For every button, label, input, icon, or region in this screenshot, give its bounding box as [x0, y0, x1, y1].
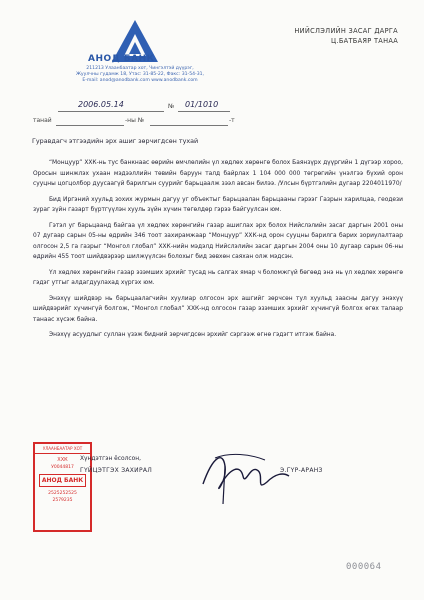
paragraph: “Монцуур” ХХК-нь тус банкнаас өөрийн өмчлөлийн үл хөдлөх хөрөнгө болох Баянзүрх дүүргийн 1 дүгээр хороо, Оросын шинжлэх ухаан мэдээллийн төвийн баруун талд байрлах 1 104 000 000 төгрөгийн үнэлгээ бүхий орон сууцны цогцолбор дуусаагүй барилгын суурийг барьцаалж зээл авсан билээ. /Улсын бүртгэлийн дугаар 2204011970/: [33, 160, 403, 187]
stamp-top: УЛААНБААТАР ХОТ: [35, 446, 90, 454]
paragraph: Бид Иргэний хуульд зохих журмын дагуу уг объектыг барьцаалан барьцааны гэрээг Газрын харилцаа, геодези зураг зүйн газарт бүртгүүлэн хууль зүйн хүчин төгөлдөр гэрээ байгуулсан юм.: [33, 196, 403, 213]
stamp-middle2: У0044817: [51, 465, 74, 470]
stamp-bottom2: 2579235: [52, 498, 73, 503]
paragraph: Үл хөдлөх хөрөнгийн газар эзэмших эрхийг тусад нь салгах ямар ч боломжгүй бөгөөд энэ нь үл хөдлөх хөрөнгө гэдэг утгыг алдагдуулахад хүргэх юм.: [33, 269, 403, 286]
bank-name: АНОД БАНК: [88, 54, 155, 64]
signatory-name: Э.ГҮР-АРАНЗ: [280, 467, 323, 474]
signatory-title: ГҮЙЦЭТГЭХ ЗАХИРАЛ: [80, 467, 153, 474]
your-ref-prefix: танай: [33, 117, 52, 124]
document-serial-number: 000064: [346, 562, 382, 572]
number-label: №: [168, 103, 175, 110]
paragraph: Гэтэл уг барьцаанд байгаа үл хөдлөх хөрөнгийн газар ашиглах эрх болох Нийслэлийн засаг даргын 2001 оны 07 дугаар сарын 05-ны өдрийн 346 тоот захирамжаар “Монцуур” ХХК-нд орон сууцны барилга барих зориулалтаар олгосон 2,5 га газрыг “Монгол глобал” ХХК-нийн мэдэлд Нийслэлийн засаг даргын 2004 оны 10 дугаар сарын 06-ны өдрийн 455 тоот шийдвэрээр шилжүүлсэн болохыг бид зөвхөн саяхан олж мэдсэн.: [33, 222, 403, 260]
your-ref-suffix: -т: [229, 117, 235, 124]
paragraph: Энэхүү асуудлыг суллан үзэж бидний зөрчигдсөн эрхийг сэргээж өгнө гэдэгт итгэж байна.: [49, 332, 337, 338]
handwritten-date: 2006.05.14: [78, 100, 124, 109]
stamp-bottom1: 2525252525: [48, 491, 77, 496]
paragraph: Энэхүү шийдвэр нь барьцаалагчийн хуулиар олгосон эрх ашгийг зөрчсөн тул хуульд заасны дагуу энэхүү шийдвэрийг хүчингүй болгож, “Монгол глобал” ХХК-нд олгосон газар эзэмших эрхийг хүчингүй болгох өгөх талаар танаас хүсэж байна.: [33, 295, 403, 323]
closing-salutation: Хүндэтгэн ёсолсон,: [80, 456, 141, 462]
your-ref-mid: -ны №: [125, 117, 144, 124]
number-line: [178, 111, 230, 112]
address-line: 211213 Улаанбаатар хот, Чингэлтэй дүүрэг,: [86, 66, 194, 71]
handwritten-signature-icon: [195, 446, 295, 506]
recipient-title: НИЙСЛЭЛИЙН ЗАСАГ ДАРГА: [294, 27, 398, 35]
date-line: [58, 111, 164, 112]
bank-address: [70, 66, 210, 85]
stamp-center: АНОД БАНК: [39, 474, 86, 487]
letter-subject: Гуравдагч этгээдийн эрх ашиг зөрчигдсөн тухай: [32, 137, 199, 145]
handwritten-number: 01/1010: [185, 100, 219, 109]
letter-body: [33, 158, 403, 346]
your-ref-number-line: [150, 125, 228, 126]
recipient-name: Ц.БАТБАЯР ТАНАА: [331, 37, 398, 45]
address-line: E-mail: anod@anodbank.com www.anodbank.com: [82, 78, 198, 84]
stamp-middle1: ХХК: [57, 457, 68, 463]
recipient-block: [238, 26, 398, 46]
address-line: Жуулчны гудамж 18, Утас: 31-85-22, Факс: 31-54-31,: [75, 72, 205, 78]
your-ref-date-line: [56, 125, 124, 126]
